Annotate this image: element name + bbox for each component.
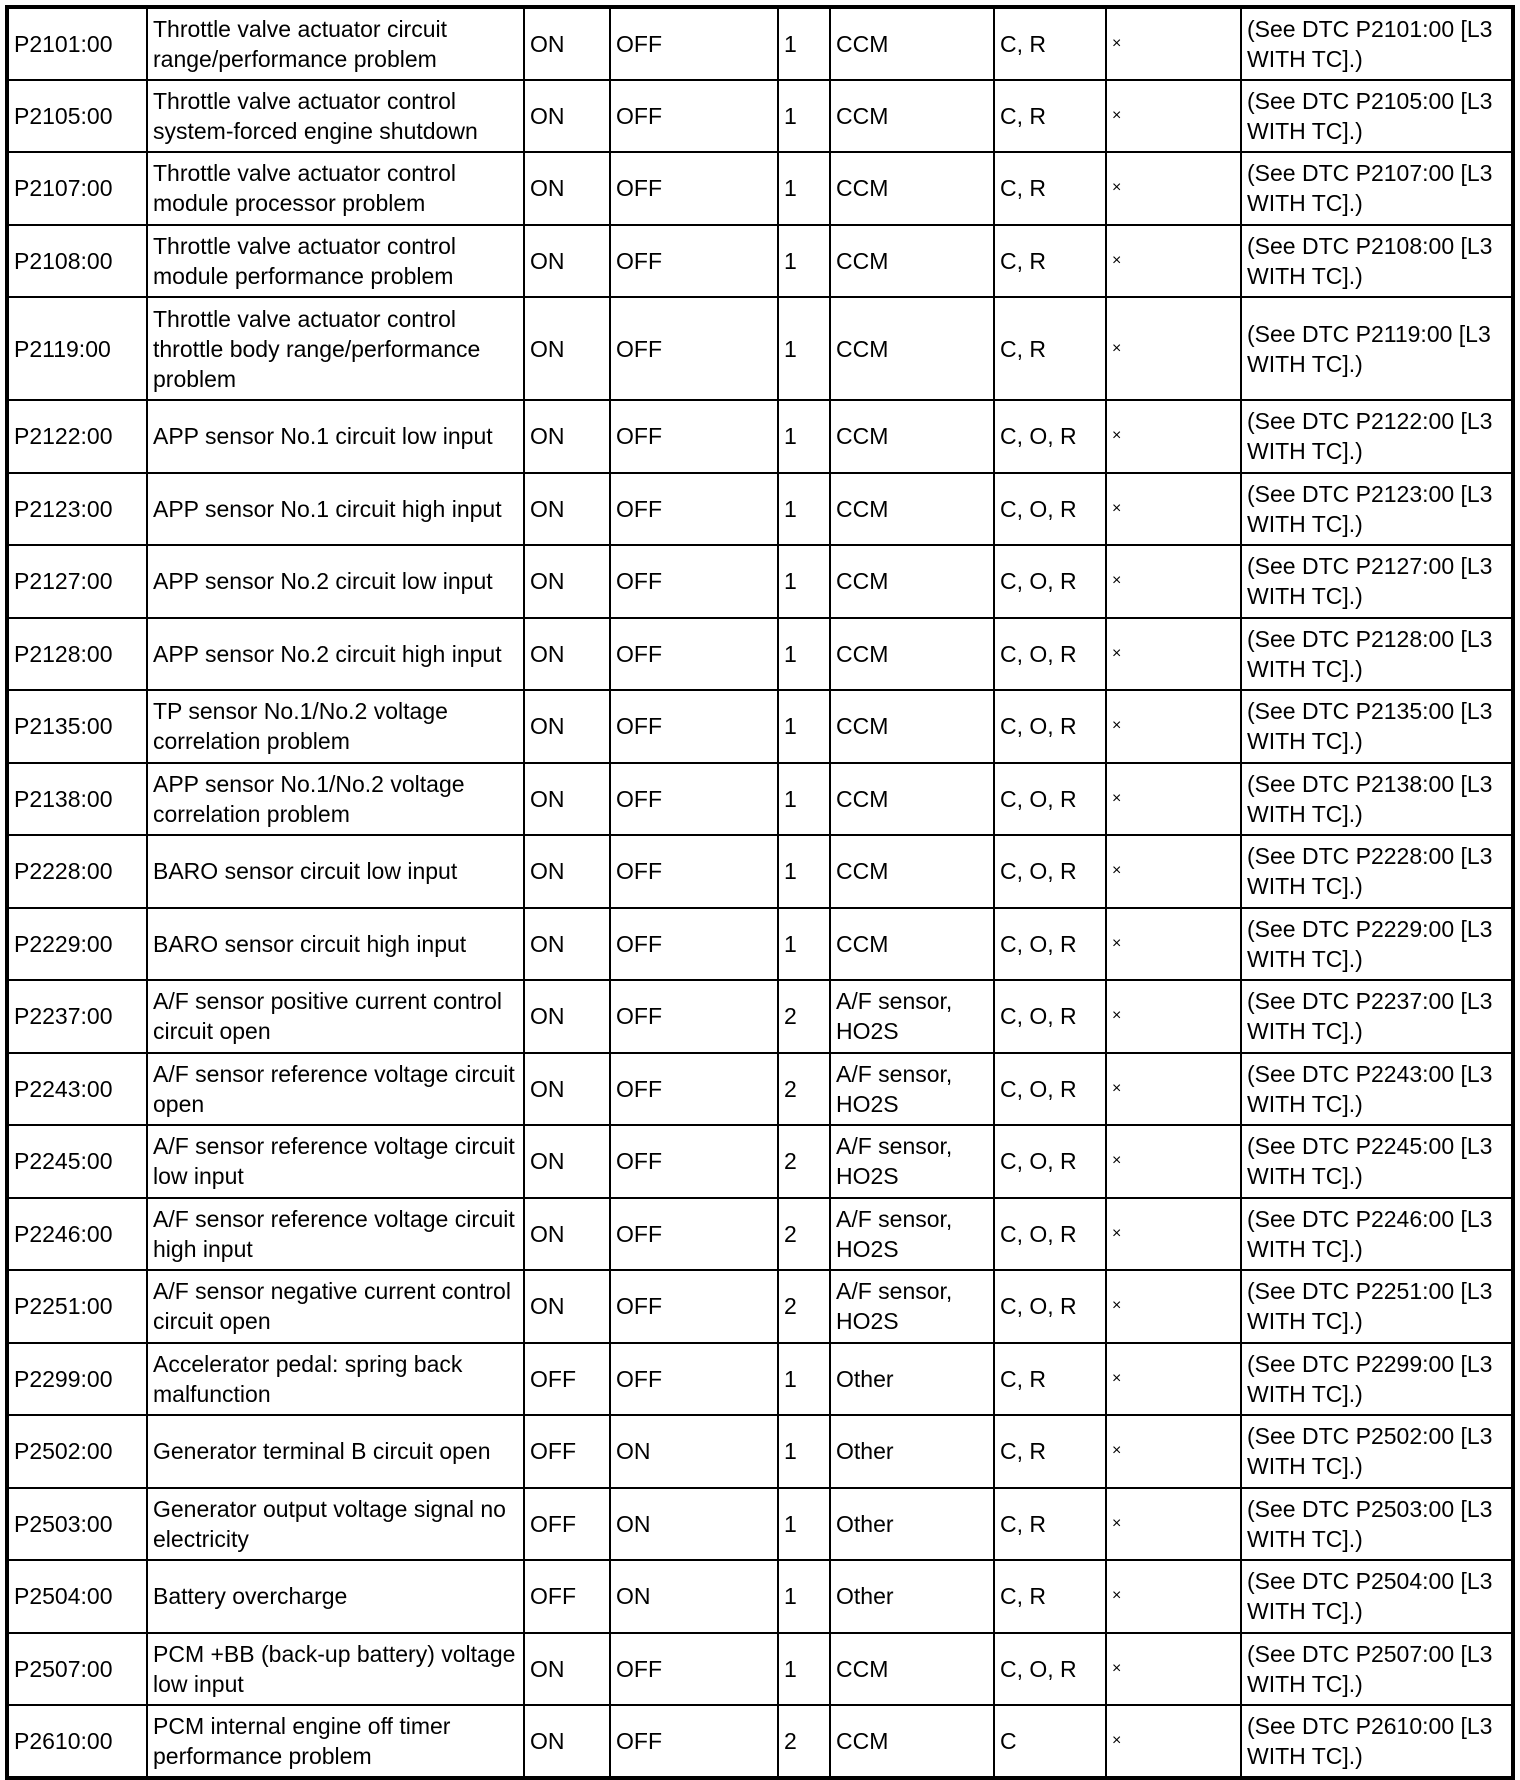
memory-function-cell: C, R xyxy=(994,225,1106,298)
self-test-cell: × xyxy=(1106,1415,1241,1488)
monitor-item-cell: CCM xyxy=(830,400,994,473)
self-test-cell: × xyxy=(1106,473,1241,546)
description-cell: A/F sensor positive current control circuit open xyxy=(147,980,524,1053)
mil-cell: ON xyxy=(524,1270,610,1343)
description-cell: Throttle valve actuator control module performance problem xyxy=(147,225,524,298)
memory-function-cell: C, O, R xyxy=(994,1053,1106,1126)
dc-cell: OFF xyxy=(610,690,778,763)
description-cell: Throttle valve actuator control throttle body range/performance problem xyxy=(147,297,524,400)
dtc-code-cell: P2127:00 xyxy=(7,545,147,618)
dtc-code-cell: P2299:00 xyxy=(7,1343,147,1416)
dc-cell: OFF xyxy=(610,400,778,473)
description-cell: PCM internal engine off timer performance problem xyxy=(147,1705,524,1778)
table-row xyxy=(7,297,1513,400)
description-cell: Generator output voltage signal no electricity xyxy=(147,1488,524,1561)
dc-cell: OFF xyxy=(610,1125,778,1198)
mil-cell: ON xyxy=(524,1633,610,1706)
self-test-cell: × xyxy=(1106,908,1241,981)
memory-function-cell: C, O, R xyxy=(994,1270,1106,1343)
drive-cycle-cell: 1 xyxy=(778,618,830,691)
table-row xyxy=(7,1270,1513,1343)
reference-cell: (See DTC P2135:00 [L3 WITH TC].) xyxy=(1241,690,1513,763)
dtc-code-cell: P2504:00 xyxy=(7,1560,147,1633)
memory-function-cell: C, O, R xyxy=(994,545,1106,618)
dtc-table xyxy=(5,5,1515,1780)
self-test-cell: × xyxy=(1106,1633,1241,1706)
drive-cycle-cell: 1 xyxy=(778,1633,830,1706)
table-row xyxy=(7,1560,1513,1633)
self-test-cell: × xyxy=(1106,7,1241,80)
mil-cell: OFF xyxy=(524,1343,610,1416)
memory-function-cell: C, R xyxy=(994,1488,1106,1561)
memory-function-cell: C, O, R xyxy=(994,473,1106,546)
description-cell: APP sensor No.1 circuit low input xyxy=(147,400,524,473)
table-row xyxy=(7,7,1513,80)
dc-cell: OFF xyxy=(610,908,778,981)
dtc-code-cell: P2138:00 xyxy=(7,763,147,836)
reference-cell: (See DTC P2107:00 [L3 WITH TC].) xyxy=(1241,152,1513,225)
dtc-code-cell: P2502:00 xyxy=(7,1415,147,1488)
dtc-code-cell: P2101:00 xyxy=(7,7,147,80)
drive-cycle-cell: 1 xyxy=(778,1415,830,1488)
memory-function-cell: C, O, R xyxy=(994,980,1106,1053)
self-test-cell: × xyxy=(1106,1343,1241,1416)
mil-cell: ON xyxy=(524,618,610,691)
monitor-item-cell: A/F sensor, HO2S xyxy=(830,1125,994,1198)
mil-cell: ON xyxy=(524,1125,610,1198)
dc-cell: OFF xyxy=(610,1198,778,1271)
monitor-item-cell: CCM xyxy=(830,545,994,618)
table-row xyxy=(7,473,1513,546)
memory-function-cell: C, R xyxy=(994,1560,1106,1633)
dtc-code-cell: P2122:00 xyxy=(7,400,147,473)
dtc-code-cell: P2228:00 xyxy=(7,835,147,908)
dtc-code-cell: P2246:00 xyxy=(7,1198,147,1271)
memory-function-cell: C, O, R xyxy=(994,835,1106,908)
reference-cell: (See DTC P2229:00 [L3 WITH TC].) xyxy=(1241,908,1513,981)
self-test-cell: × xyxy=(1106,980,1241,1053)
table-row xyxy=(7,1705,1513,1778)
mil-cell: ON xyxy=(524,80,610,153)
description-cell: APP sensor No.2 circuit high input xyxy=(147,618,524,691)
dtc-code-cell: P2108:00 xyxy=(7,225,147,298)
drive-cycle-cell: 1 xyxy=(778,1560,830,1633)
reference-cell: (See DTC P2237:00 [L3 WITH TC].) xyxy=(1241,980,1513,1053)
self-test-cell: × xyxy=(1106,297,1241,400)
description-cell: APP sensor No.2 circuit low input xyxy=(147,545,524,618)
drive-cycle-cell: 1 xyxy=(778,545,830,618)
description-cell: Throttle valve actuator control module processor problem xyxy=(147,152,524,225)
self-test-cell: × xyxy=(1106,225,1241,298)
dc-cell: OFF xyxy=(610,7,778,80)
reference-cell: (See DTC P2119:00 [L3 WITH TC].) xyxy=(1241,297,1513,400)
mil-cell: ON xyxy=(524,297,610,400)
monitor-item-cell: A/F sensor, HO2S xyxy=(830,1270,994,1343)
reference-cell: (See DTC P2507:00 [L3 WITH TC].) xyxy=(1241,1633,1513,1706)
memory-function-cell: C, O, R xyxy=(994,690,1106,763)
reference-cell: (See DTC P2138:00 [L3 WITH TC].) xyxy=(1241,763,1513,836)
dc-cell: OFF xyxy=(610,1270,778,1343)
mil-cell: ON xyxy=(524,225,610,298)
self-test-cell: × xyxy=(1106,152,1241,225)
mil-cell: OFF xyxy=(524,1415,610,1488)
reference-cell: (See DTC P2127:00 [L3 WITH TC].) xyxy=(1241,545,1513,618)
dc-cell: ON xyxy=(610,1415,778,1488)
description-cell: Throttle valve actuator circuit range/performance problem xyxy=(147,7,524,80)
monitor-item-cell: CCM xyxy=(830,835,994,908)
table-row xyxy=(7,835,1513,908)
mil-cell: ON xyxy=(524,908,610,981)
table-row xyxy=(7,400,1513,473)
table-row xyxy=(7,1415,1513,1488)
drive-cycle-cell: 2 xyxy=(778,1705,830,1778)
drive-cycle-cell: 1 xyxy=(778,835,830,908)
drive-cycle-cell: 1 xyxy=(778,908,830,981)
description-cell: Generator terminal B circuit open xyxy=(147,1415,524,1488)
memory-function-cell: C, O, R xyxy=(994,1198,1106,1271)
dc-cell: OFF xyxy=(610,618,778,691)
dtc-code-cell: P2243:00 xyxy=(7,1053,147,1126)
reference-cell: (See DTC P2251:00 [L3 WITH TC].) xyxy=(1241,1270,1513,1343)
dc-cell: ON xyxy=(610,1488,778,1561)
description-cell: PCM +BB (back-up battery) voltage low input xyxy=(147,1633,524,1706)
monitor-item-cell: Other xyxy=(830,1488,994,1561)
table-row xyxy=(7,980,1513,1053)
monitor-item-cell: CCM xyxy=(830,1705,994,1778)
description-cell: BARO sensor circuit high input xyxy=(147,908,524,981)
table-row xyxy=(7,152,1513,225)
memory-function-cell: C, O, R xyxy=(994,400,1106,473)
mil-cell: ON xyxy=(524,763,610,836)
monitor-item-cell: CCM xyxy=(830,1633,994,1706)
table-row xyxy=(7,618,1513,691)
memory-function-cell: C, O, R xyxy=(994,1125,1106,1198)
self-test-cell: × xyxy=(1106,1270,1241,1343)
dtc-code-cell: P2237:00 xyxy=(7,980,147,1053)
self-test-cell: × xyxy=(1106,1488,1241,1561)
monitor-item-cell: A/F sensor, HO2S xyxy=(830,1198,994,1271)
reference-cell: (See DTC P2504:00 [L3 WITH TC].) xyxy=(1241,1560,1513,1633)
description-cell: A/F sensor reference voltage circuit high input xyxy=(147,1198,524,1271)
table-row xyxy=(7,1488,1513,1561)
mil-cell: ON xyxy=(524,1053,610,1126)
monitor-item-cell: CCM xyxy=(830,690,994,763)
reference-cell: (See DTC P2243:00 [L3 WITH TC].) xyxy=(1241,1053,1513,1126)
self-test-cell: × xyxy=(1106,545,1241,618)
reference-cell: (See DTC P2228:00 [L3 WITH TC].) xyxy=(1241,835,1513,908)
dtc-code-cell: P2105:00 xyxy=(7,80,147,153)
monitor-item-cell: A/F sensor, HO2S xyxy=(830,1053,994,1126)
monitor-item-cell: CCM xyxy=(830,225,994,298)
dtc-code-cell: P2610:00 xyxy=(7,1705,147,1778)
drive-cycle-cell: 2 xyxy=(778,1053,830,1126)
description-cell: BARO sensor circuit low input xyxy=(147,835,524,908)
mil-cell: ON xyxy=(524,400,610,473)
description-cell: A/F sensor negative current control circuit open xyxy=(147,1270,524,1343)
dc-cell: OFF xyxy=(610,1343,778,1416)
dc-cell: OFF xyxy=(610,80,778,153)
description-cell: APP sensor No.1/No.2 voltage correlation problem xyxy=(147,763,524,836)
memory-function-cell: C, O, R xyxy=(994,908,1106,981)
dc-cell: OFF xyxy=(610,152,778,225)
mil-cell: ON xyxy=(524,1705,610,1778)
drive-cycle-cell: 1 xyxy=(778,763,830,836)
drive-cycle-cell: 2 xyxy=(778,1198,830,1271)
monitor-item-cell: CCM xyxy=(830,152,994,225)
reference-cell: (See DTC P2108:00 [L3 WITH TC].) xyxy=(1241,225,1513,298)
dtc-code-cell: P2128:00 xyxy=(7,618,147,691)
monitor-item-cell: CCM xyxy=(830,473,994,546)
mil-cell: OFF xyxy=(524,1488,610,1561)
drive-cycle-cell: 1 xyxy=(778,690,830,763)
dtc-code-cell: P2245:00 xyxy=(7,1125,147,1198)
reference-cell: (See DTC P2122:00 [L3 WITH TC].) xyxy=(1241,400,1513,473)
drive-cycle-cell: 1 xyxy=(778,152,830,225)
self-test-cell: × xyxy=(1106,1705,1241,1778)
description-cell: A/F sensor reference voltage circuit low input xyxy=(147,1125,524,1198)
mil-cell: ON xyxy=(524,152,610,225)
table-row xyxy=(7,1633,1513,1706)
monitor-item-cell: Other xyxy=(830,1560,994,1633)
dc-cell: OFF xyxy=(610,835,778,908)
self-test-cell: × xyxy=(1106,80,1241,153)
monitor-item-cell: CCM xyxy=(830,7,994,80)
reference-cell: (See DTC P2299:00 [L3 WITH TC].) xyxy=(1241,1343,1513,1416)
self-test-cell: × xyxy=(1106,1560,1241,1633)
dtc-code-cell: P2503:00 xyxy=(7,1488,147,1561)
self-test-cell: × xyxy=(1106,618,1241,691)
memory-function-cell: C, R xyxy=(994,152,1106,225)
drive-cycle-cell: 1 xyxy=(778,80,830,153)
monitor-item-cell: A/F sensor, HO2S xyxy=(830,980,994,1053)
drive-cycle-cell: 2 xyxy=(778,1125,830,1198)
reference-cell: (See DTC P2245:00 [L3 WITH TC].) xyxy=(1241,1125,1513,1198)
table-row xyxy=(7,1053,1513,1126)
drive-cycle-cell: 1 xyxy=(778,1488,830,1561)
table-row xyxy=(7,1198,1513,1271)
dtc-code-cell: P2119:00 xyxy=(7,297,147,400)
drive-cycle-cell: 1 xyxy=(778,1343,830,1416)
reference-cell: (See DTC P2128:00 [L3 WITH TC].) xyxy=(1241,618,1513,691)
dc-cell: OFF xyxy=(610,473,778,546)
self-test-cell: × xyxy=(1106,763,1241,836)
self-test-cell: × xyxy=(1106,835,1241,908)
dtc-code-cell: P2229:00 xyxy=(7,908,147,981)
drive-cycle-cell: 1 xyxy=(778,473,830,546)
dtc-code-cell: P2123:00 xyxy=(7,473,147,546)
memory-function-cell: C, R xyxy=(994,1343,1106,1416)
description-cell: A/F sensor reference voltage circuit open xyxy=(147,1053,524,1126)
dc-cell: OFF xyxy=(610,1053,778,1126)
table-row xyxy=(7,763,1513,836)
drive-cycle-cell: 1 xyxy=(778,297,830,400)
dc-cell: OFF xyxy=(610,763,778,836)
mil-cell: ON xyxy=(524,980,610,1053)
reference-cell: (See DTC P2123:00 [L3 WITH TC].) xyxy=(1241,473,1513,546)
table-row xyxy=(7,545,1513,618)
mil-cell: ON xyxy=(524,473,610,546)
description-cell: APP sensor No.1 circuit high input xyxy=(147,473,524,546)
drive-cycle-cell: 2 xyxy=(778,1270,830,1343)
dc-cell: OFF xyxy=(610,225,778,298)
dtc-code-cell: P2507:00 xyxy=(7,1633,147,1706)
drive-cycle-cell: 1 xyxy=(778,225,830,298)
dtc-code-cell: P2251:00 xyxy=(7,1270,147,1343)
memory-function-cell: C, O, R xyxy=(994,618,1106,691)
monitor-item-cell: Other xyxy=(830,1415,994,1488)
reference-cell: (See DTC P2610:00 [L3 WITH TC].) xyxy=(1241,1705,1513,1778)
monitor-item-cell: CCM xyxy=(830,763,994,836)
dc-cell: OFF xyxy=(610,980,778,1053)
mil-cell: ON xyxy=(524,545,610,618)
self-test-cell: × xyxy=(1106,1053,1241,1126)
reference-cell: (See DTC P2101:00 [L3 WITH TC].) xyxy=(1241,7,1513,80)
reference-cell: (See DTC P2246:00 [L3 WITH TC].) xyxy=(1241,1198,1513,1271)
reference-cell: (See DTC P2502:00 [L3 WITH TC].) xyxy=(1241,1415,1513,1488)
memory-function-cell: C, O, R xyxy=(994,1633,1106,1706)
table-row xyxy=(7,80,1513,153)
self-test-cell: × xyxy=(1106,1198,1241,1271)
dtc-code-cell: P2135:00 xyxy=(7,690,147,763)
mil-cell: OFF xyxy=(524,1560,610,1633)
mil-cell: ON xyxy=(524,1198,610,1271)
dc-cell: OFF xyxy=(610,1633,778,1706)
drive-cycle-cell: 2 xyxy=(778,980,830,1053)
self-test-cell: × xyxy=(1106,400,1241,473)
reference-cell: (See DTC P2105:00 [L3 WITH TC].) xyxy=(1241,80,1513,153)
table-row xyxy=(7,225,1513,298)
reference-cell: (See DTC P2503:00 [L3 WITH TC].) xyxy=(1241,1488,1513,1561)
table-row xyxy=(7,1343,1513,1416)
drive-cycle-cell: 1 xyxy=(778,7,830,80)
table-row xyxy=(7,690,1513,763)
mil-cell: ON xyxy=(524,7,610,80)
monitor-item-cell: CCM xyxy=(830,618,994,691)
monitor-item-cell: CCM xyxy=(830,297,994,400)
description-cell: Accelerator pedal: spring back malfunction xyxy=(147,1343,524,1416)
dc-cell: OFF xyxy=(610,297,778,400)
memory-function-cell: C, O, R xyxy=(994,763,1106,836)
memory-function-cell: C, R xyxy=(994,80,1106,153)
self-test-cell: × xyxy=(1106,1125,1241,1198)
memory-function-cell: C, R xyxy=(994,7,1106,80)
self-test-cell: × xyxy=(1106,690,1241,763)
mil-cell: ON xyxy=(524,690,610,763)
memory-function-cell: C, R xyxy=(994,1415,1106,1488)
table-row xyxy=(7,1125,1513,1198)
dc-cell: OFF xyxy=(610,545,778,618)
table-row xyxy=(7,908,1513,981)
dc-cell: OFF xyxy=(610,1705,778,1778)
mil-cell: ON xyxy=(524,835,610,908)
description-cell: Throttle valve actuator control system-forced engine shutdown xyxy=(147,80,524,153)
drive-cycle-cell: 1 xyxy=(778,400,830,473)
description-cell: TP sensor No.1/No.2 voltage correlation problem xyxy=(147,690,524,763)
memory-function-cell: C, R xyxy=(994,297,1106,400)
monitor-item-cell: Other xyxy=(830,1343,994,1416)
monitor-item-cell: CCM xyxy=(830,908,994,981)
description-cell: Battery overcharge xyxy=(147,1560,524,1633)
memory-function-cell: C xyxy=(994,1705,1106,1778)
dtc-code-cell: P2107:00 xyxy=(7,152,147,225)
dc-cell: ON xyxy=(610,1560,778,1633)
monitor-item-cell: CCM xyxy=(830,80,994,153)
